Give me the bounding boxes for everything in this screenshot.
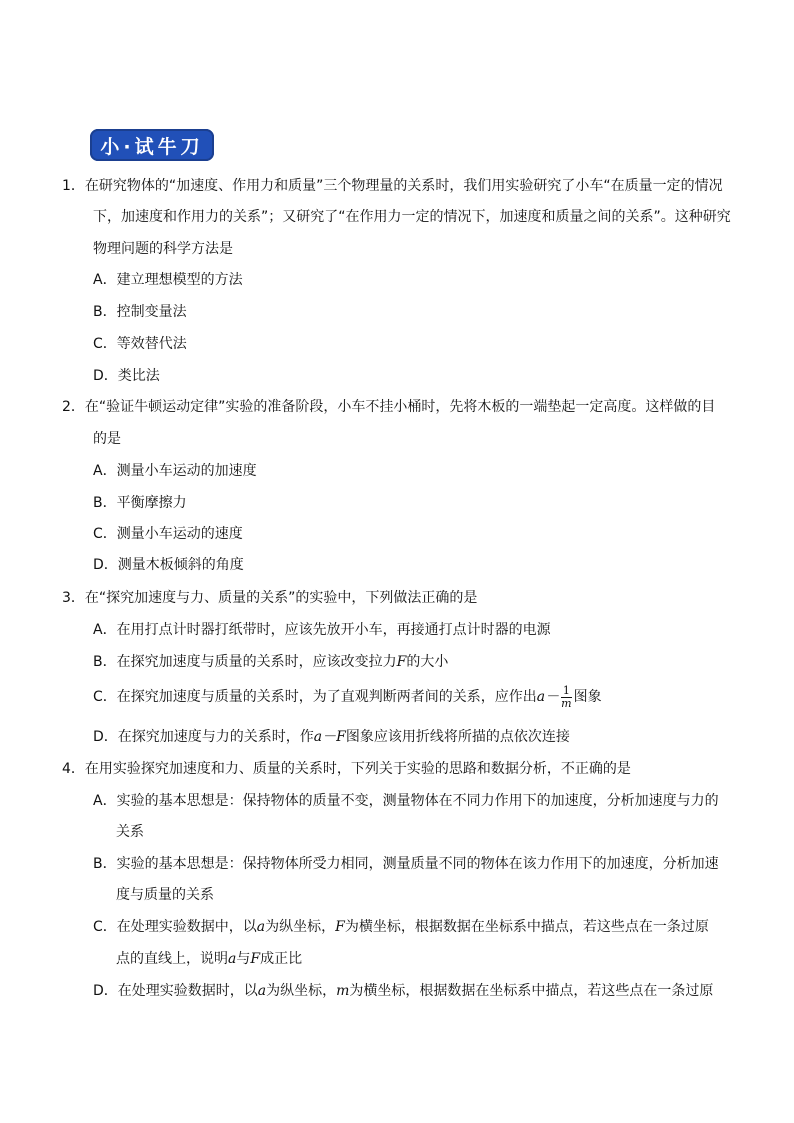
q3-option-d — [93, 727, 570, 747]
q4-option-c-line2 — [116, 949, 302, 969]
q3-b-text: B．在探究加速度与质量的关系时，应该改变拉力 — [93, 654, 397, 670]
q3-d-text: D．在探究加速度与力的关系时，作 — [93, 729, 314, 745]
q4-c2-tail: 成正比 — [260, 951, 303, 967]
q3-option-a: A．在用打点计时器打纸带时，应该先放开小车，再接通打点计时器的电源 — [93, 622, 551, 638]
q3-option-b — [93, 652, 448, 672]
q4-c1-text: C．在处理实验数据中，以 — [93, 919, 257, 935]
q3-c-var: a－ — [536, 689, 560, 705]
q4-option-b-line2: 度与质量的关系 — [116, 887, 214, 903]
q4-option-d-line1 — [93, 981, 713, 1001]
q2-stem-line2: 的是 — [93, 431, 121, 447]
q4-c2-mid: 与 — [236, 951, 251, 967]
q4-d1-text: D．在处理实验数据时，以 — [93, 983, 258, 999]
q4-option-c-line1 — [93, 917, 709, 937]
q4-d1-mid: 为纵坐标， — [266, 983, 337, 999]
q4-c1-f: F — [335, 919, 345, 935]
q1-stem-line2: 下，加速度和作用力的关系”；又研究了“在作用力一定的情况下，加速度和质量之间的关系”。这种研究 — [93, 209, 731, 225]
q1-stem-line1: 1．在研究物体的“加速度、作用力和质量”三个物理量的关系时，我们用实验研究了小车“在质量一定的情况 — [62, 178, 723, 194]
q2-stem-line1: 2．在“验证牛顿运动定律”实验的准备阶段，小车不挂小桶时，先将木板的一端垫起一定高度。这样做的目 — [62, 399, 716, 415]
q4-c1-tail: 为横坐标，根据数据在坐标系中描点，若这些点在一条过原 — [344, 919, 709, 935]
q1-option-c: C．等效替代法 — [93, 336, 187, 352]
q2-option-b: B．平衡摩擦力 — [93, 495, 187, 511]
q3-c-numerator: 1 — [562, 683, 570, 697]
q4-c2-f: F — [250, 951, 261, 967]
section-badge: 小·试牛刀 — [90, 129, 214, 161]
q1-option-a: A．建立理想模型的方法 — [93, 272, 243, 288]
q4-d1-m: m — [336, 983, 350, 999]
q4-option-a-line1: A．实验的基本思想是：保持物体的质量不变，测量物体在不同力作用下的加速度，分析加速度与力的 — [93, 793, 719, 809]
q2-option-c: C．测量小车运动的速度 — [93, 526, 243, 542]
q3-b-var: F — [396, 654, 407, 670]
q4-option-b-line1: B．实验的基本思想是：保持物体所受力相同，测量质量不同的物体在该力作用下的加速度，分析加速 — [93, 856, 719, 872]
q3-c-denominator: m — [561, 696, 572, 710]
q4-stem: 4．在用实验探究加速度和力、质量的关系时，下列关于实验的思路和数据分析，不正确的是 — [62, 761, 631, 777]
q4-d1-a: a — [257, 983, 267, 999]
q3-stem: 3．在“探究加速度与力、质量的关系”的实验中，下列做法正确的是 — [62, 590, 478, 606]
q3-option-c — [93, 683, 602, 711]
q4-d1-tail: 为横坐标，根据数据在坐标系中描点，若这些点在一条过原 — [349, 983, 714, 999]
q4-option-a-line2: 关系 — [116, 824, 144, 840]
q3-c-tail: 图象 — [573, 689, 602, 705]
q1-option-d: D．类比法 — [93, 368, 160, 384]
q4-c2-a: a — [228, 951, 237, 967]
q3-d-tail: 图象应该用折线将所描的点依次连接 — [345, 729, 570, 745]
q4-c1-mid: 为纵坐标， — [265, 919, 336, 935]
q4-c1-a: a — [256, 919, 266, 935]
q2-option-a: A．测量小车运动的加速度 — [93, 463, 257, 479]
q1-stem-line3: 物理问题的科学方法是 — [93, 241, 233, 257]
q3-c-fraction — [561, 685, 571, 710]
q1-option-b: B．控制变量法 — [93, 304, 187, 320]
q3-b-tail: 的大小 — [406, 654, 449, 670]
q3-c-text: C．在探究加速度与质量的关系时，为了直观判断两者间的关系，应作出 — [93, 689, 537, 705]
q2-option-d: D．测量木板倾斜的角度 — [93, 557, 244, 573]
q3-d-var: a－F — [313, 729, 346, 745]
q4-c2-text: 点的直线上，说明 — [116, 951, 228, 967]
